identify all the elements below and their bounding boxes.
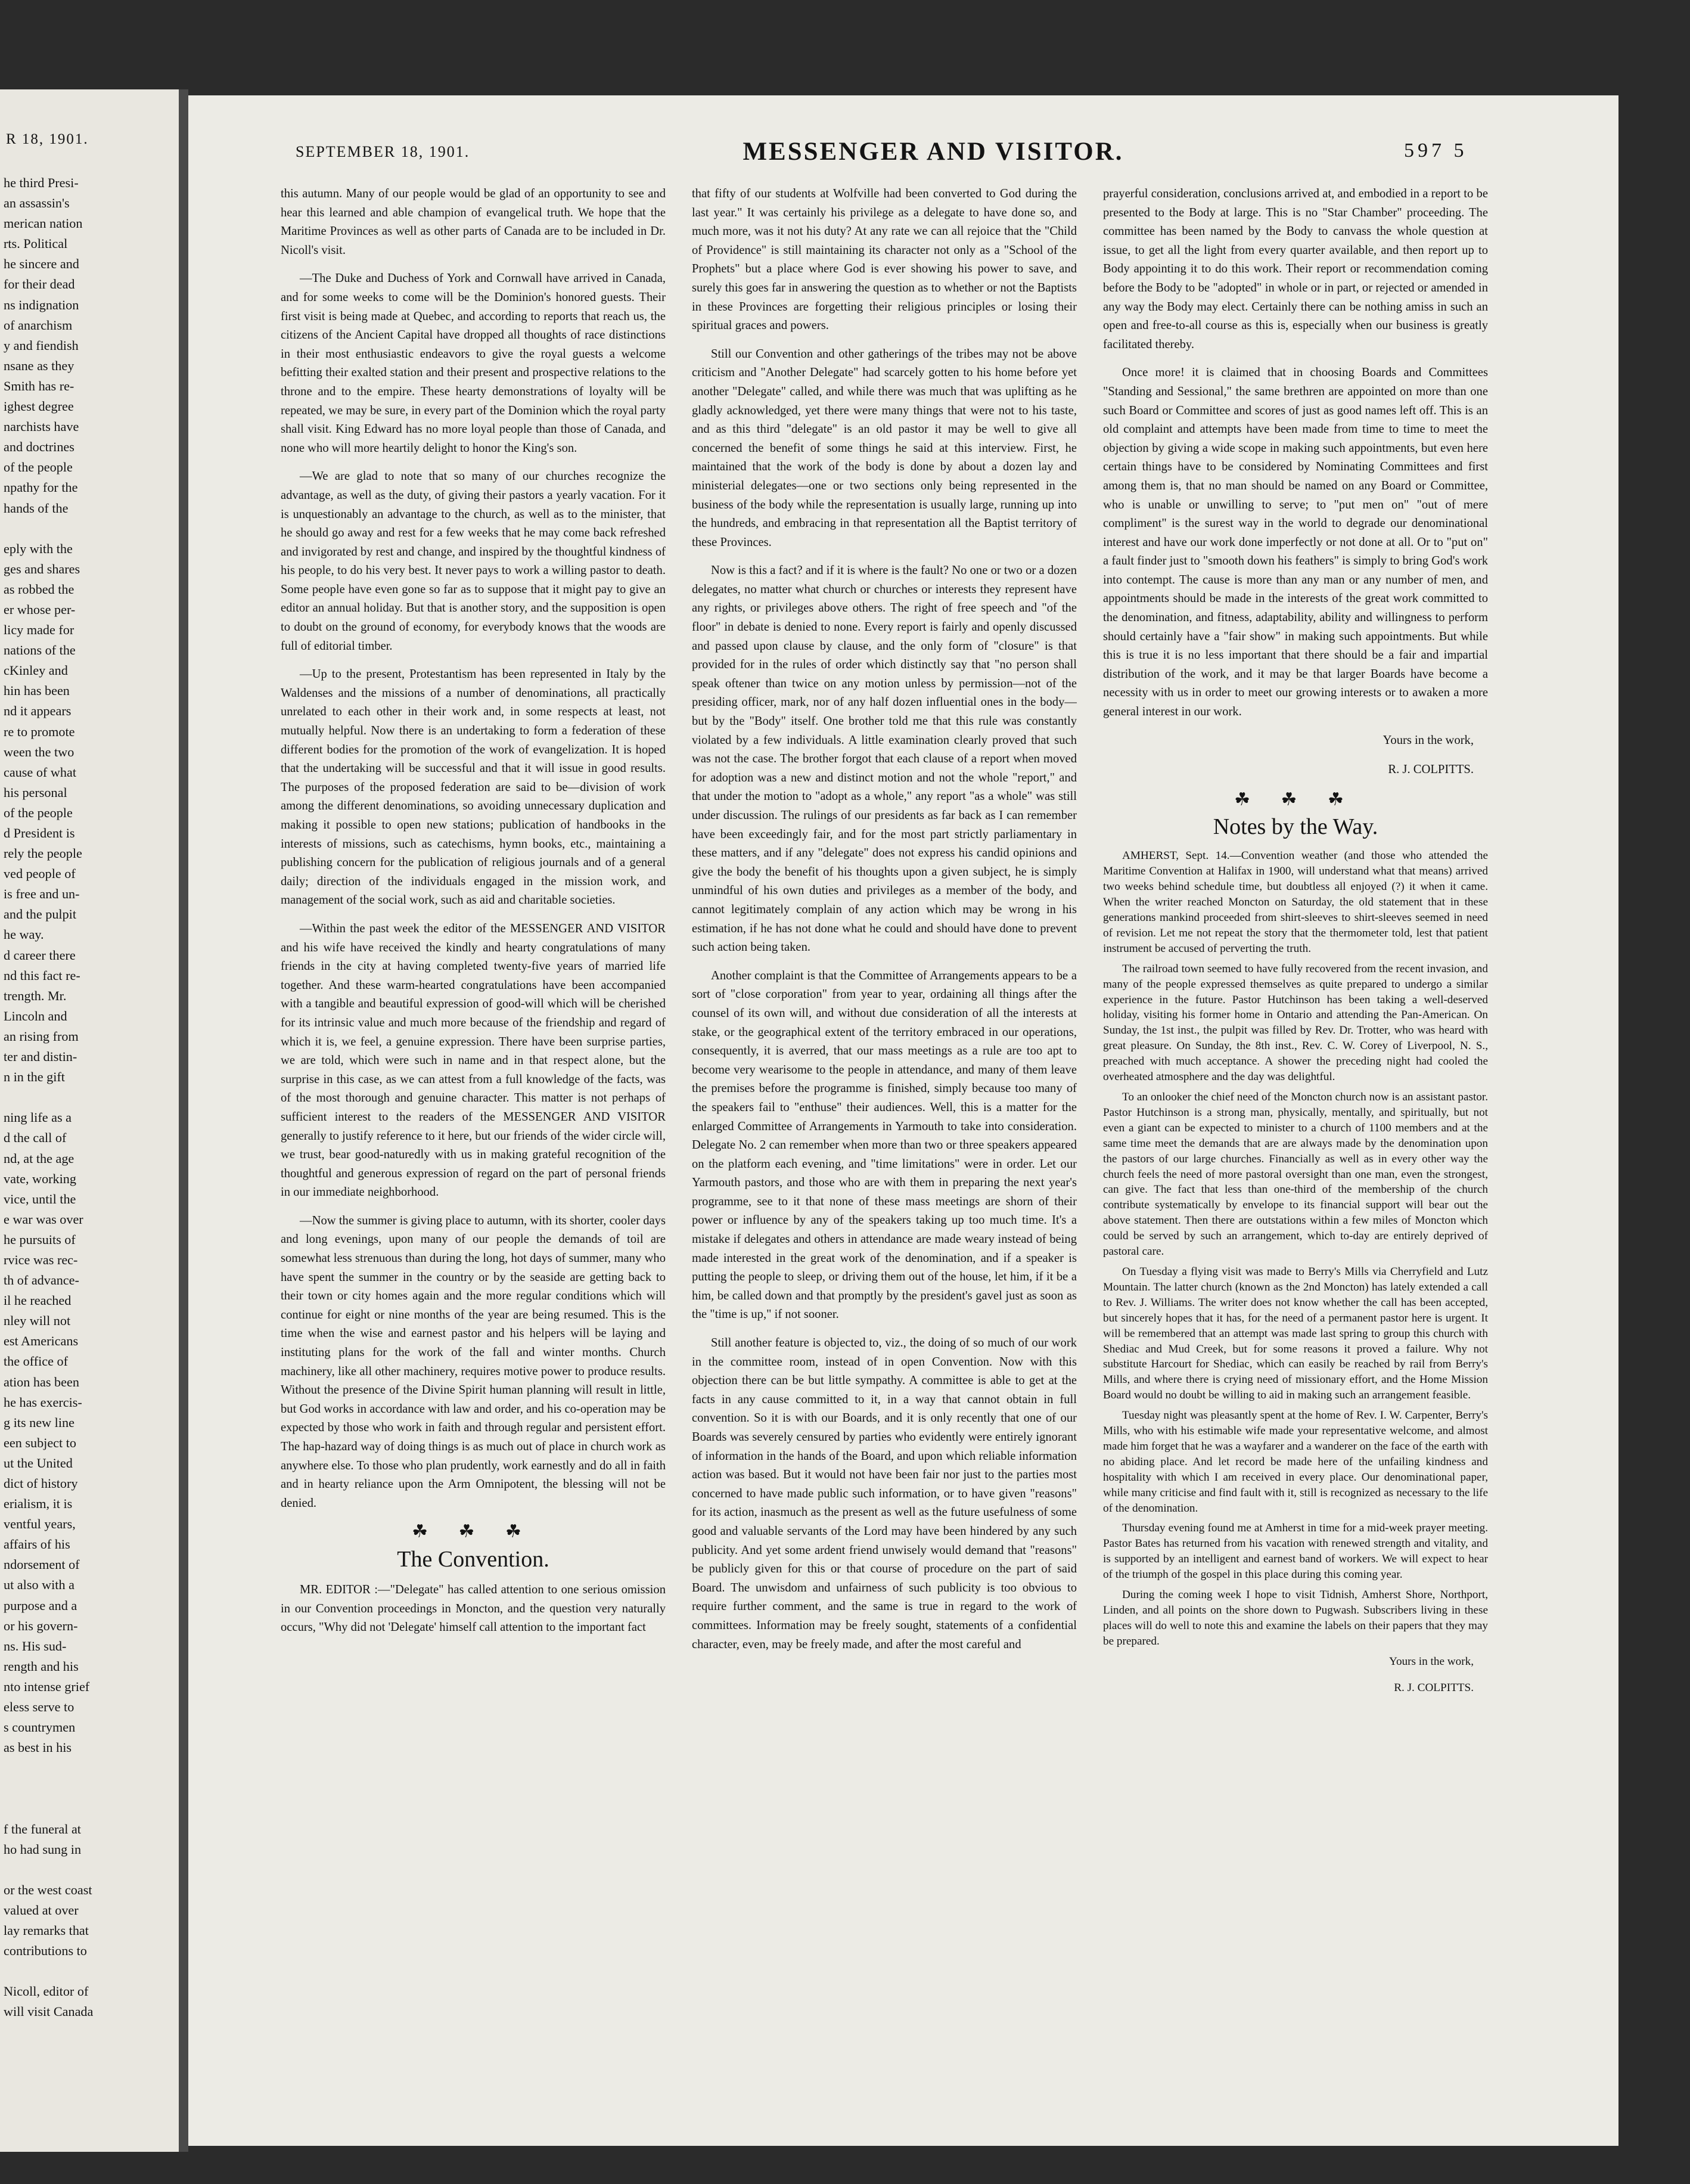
paragraph: Thursday evening found me at Amherst in time for a mid-week prayer meeting. Pastor Bates has returned from his vacation with renewed strength and vitality, and is supported by an intelligent and earnest band of workers. We will expect to hear of the triumph of the gospel in this place during this coming year.: [1103, 1522, 1488, 1581]
paragraph: —Now the summer is giving place to autumn, with its shorter, cooler days and long evenings, upon many of our people the demands of toil are somewhat less strenuous than during the long, hot days of summer, many who have spent the summer in the country or by the seaside are getting back to their town or city homes again and the more regular conditions which will continue for eight or nine months of the year are being resumed. This is the time when the wise and earnest pastor and his helpers will be laying and instituting plans for the work of the fall and winter months. Church machinery, like all other machinery, requires motive power to produce results. Without the presence of the Divine Spirit human planning will result in little, but God works in accordance with law and order, and his co-operation may be expected by those who work in faith and through regular and persistent effort. The hap-hazard way of doing things is as much out of place in church work as anywhere else. To those who plan prudently, work earnestly and do all in faith and in hearty reliance upon the Arm Omnipotent, the blessing will not be denied.: [281, 1214, 666, 1510]
paragraph: To an onlooker the chief need of the Moncton church now is an assistant pastor. Pastor Hutchinson is a strong man, physically, mentally, and spiritually, but not even a giant can be expected to minister to a church of 1100 members and at the same time meet the demands that are are always made by the denomination upon the pastors of our large churches. Financially as well as in every other way the church feels the need of more pastoral oversight than one man, even the strongest, can give. The fact that less than one-third of the membership of the church contribute systematically by envelope to its financial support will bear out the above statement. Then there are outstations within a few miles of Moncton which could be served by such an arrangement, which to-day are entirely deprived of pastoral care.: [1103, 1091, 1488, 1258]
paragraph: AMHERST, Sept. 14.—Convention weather (and those who attended the Maritime Convention at Halifax in 1900, will understand what that means) arrived two weeks behind schedule time, but doubtless all enjoyed (?) it when it came. When the writer reached Moncton on Saturday, the old statement that in these generations mankind proceeded from shirt-sleeves to shirt-sleeves seemed in need of revision. Let me not repeat the story that the thermometer told, lest that patient instrument be accused of perverting the truth.: [1103, 849, 1488, 955]
paragraph: that fifty of our students at Wolfville had been converted to God during the last year." It was certainly his privilege as a delegate to have done so, and much more, was it not his duty? At any rate we can all rejoice that the "Child of Providence" is still maintaining its character not only as a "School of the Prophets" but a place where God is ever showing his power to save, and surely this goes far in answering the question as to whether or not the Baptists in these Provinces are forgetting their religious principles or losing their spiritual graces and powers.: [692, 187, 1077, 333]
notes-signature: R. J. COLPITTS.: [1394, 1681, 1474, 1694]
article-heading: Notes by the Way.: [1213, 814, 1378, 840]
page-gutter: [179, 89, 188, 2152]
column-3: [1103, 185, 1488, 2122]
ornament-divider: ☘ ☘ ☘: [412, 1522, 535, 1542]
paragraph: —The Duke and Duchess of York and Cornwall have arrived in Canada, and for some weeks to come will be the Dominion's honored guests. Their first visit is being made at Quebec, and according to reports that reach us, the citizens of the Ancient Capital have dropped all thoughts of race distinctions in their most enthusiastic endeavors to give the royal guests a welcome befitting their exalted station and their present and prospective relations to the throne and to the empire. These hearty demonstrations of loyalty will be repeated, we may be sure, in every part of the Dominion which the royal party shall visit. King Edward has no more loyal people than those of Canada, and none who will more heartily delight to honor the King's son.: [281, 272, 666, 455]
paragraph: Now is this a fact? and if it is where is the fault? No one or two or a dozen delegates, no matter what church or churches or interests they represent have any rights, or privileges above others. The right of free speech and "of the floor" in debate is denied to none. Every report is fairly and openly discussed and passed upon clause by clause, and the only form of "closure" is that provided for in the rules of order which distinctly say that "no person shall speak oftener than twice on any motion unless by permission—not of the presiding officer, mark, nor of any half dozen influential ones in the body—but by the "Body" itself. One brother told me that this rule was constantly violated by a few individuals. A little examination clearly proved that such was not the case. The brother forgot that each clause of a report when moved for adoption was a new and distinct motion and not the whole "report," and that under the motion to "adopt as a whole," any report "as a whole" was still under discussion. The rulings of our presidents as far back as I can remember have been exceedingly fair, and for the most part strictly parliamentary in these matters, and if any "delegate" does not express his candid opinions and give the body the benefit of his thoughts upon a given subject, he is simply unmindful of his own duties and privileges as a member of the body, and cannot legitimately complain of any action which may be wrong in his estimation, if he has not done what he could and should have done to prevent such action being taken.: [692, 564, 1077, 954]
adjacent-page-date: R 18, 1901.: [6, 131, 89, 147]
ornament-divider: ☘ ☘ ☘: [1234, 789, 1357, 809]
article-heading: The Convention.: [397, 1546, 549, 1572]
letter-signature: R. J. COLPITTS.: [1388, 763, 1474, 777]
adjacent-page-fragment: [0, 89, 179, 2152]
notes-closing: Yours in the work,: [1389, 1655, 1474, 1668]
letter-closing: Yours in the work,: [1383, 733, 1474, 747]
paragraph: Another complaint is that the Committee of Arrangements appears to be a sort of "close corporation" from year to year, ordaining all things after the counsel of its own will, and without due consideration of all the interests at stake, or the geographical extent of the territory embraced in our operations, consequently, it is averred, that our mass meetings as a rule are too apt to become very wearisome to the people in attendance, and many of them leave the premises before the programme is finished, simply because too many of the speakers fail to "enthuse" their audiences. Well, this is a matter for the enlarged Committee of Arrangements in Yarmouth to take into consideration. Delegate No. 2 can remember when more than two or three speakers appeared on the platform each evening, and "time limitations" were in order. Let our Yarmouth pastors, and those who are with them in preparing the next year's programme, see to it that none of these mass meetings are shorn of their power or influence by any of the speakers taking up too much time. It's a mistake if delegates and others in attendance are made weary instead of being made interested in the great work of the denomination, and if a speaker is putting the people to sleep, or driving them out of the house, let him, if it be a him, be called down and that promptly by the president's gavel just as soon as the "time is up," if not sooner.: [692, 969, 1077, 1321]
paragraph: —Within the past week the editor of the MESSENGER AND VISITOR and his wife have received the kindly and hearty congratulations of many friends in the city at having completed twenty-five years of married life together. And these warm-hearted congratulations have been accompanied with a tangible and beautiful expression of good-will which will be cherished for its intrinsic value and much more because of the friendship and regard of which it is, we feel, a genuine expression. There have been surprise parties, we are told, which were such in name and in that respect alone, but the surprise in this case, as we can attest from a full knowledge of the facts, was of the most thorough and genuine character. This matter is not perhaps of sufficient interest to the readers of the MESSENGER AND VISITOR generally to justify reference to it here, but our friends of the wider circle will, we trust, bear good-naturedly with us in making grateful recognition of the thoughtful and generous expression of regard on the part of personal friends in our immediate neighborhood.: [281, 922, 666, 1199]
paragraph: Still our Convention and other gatherings of the tribes may not be above criticism and "Another Delegate" had scarcely gotten to his home before yet another "Delegate" called, and while there was much that was uplifting as he gladly acknowledged, yet there were many things that were not to his taste, and as this third "delegate" is an old pastor it may be well to give all concerned the benefit of some things he said at this interview. First, he maintained that the work of the body is done by about a dozen lay and ministerial delegates—one or two sections only being represented in the business of the body while the representation is usually large, running up into the hundreds, and embracing in that representation all the Baptist territory of these Provinces.: [692, 347, 1077, 549]
paragraph: Tuesday night was pleasantly spent at the home of Rev. I. W. Carpenter, Berry's Mills, who with his estimable wife made your representative welcome, and almost made him forget that he was a wayfarer and a wanderer on the face of the earth with no abiding place. And let record be made here of the unfailing kindness and hospitality with which I am received in every place. Our denominational paper, while many criticise and find fault with it, still is recognized as necessary to the life of the denomination.: [1103, 1409, 1488, 1515]
paragraph: Once more! it is claimed that in choosing Boards and Committees "Standing and Sessional," the same brethren are appointed on more than one such Board or Committee and scores of just as good names left off. This is an old complaint and attempts have been made from time to time to meet the objection by giving a wide scope in making such appointments, but even here certain things have to be considered by Nominating Committees and first among them is, that no man should be named on any Board or Committee, who is unable or unwilling to serve; to "put men on" "out of mere compliment" is the surest way in the world to degrade our denominational interest and have our work done imperfectly or not done at all. Or to "put on" a fault finder just to "smooth down his feathers" is simply to bring God's work into contempt. The cause is more than any man or any number of men, and appointments should be made in the interests of the great work committed to the denomination, and fitness, adaptability, ability and willingness to perform should certainly have a "fair show" in making such appointments. But while this is true it is no less important that there should be a fair and impartial distribution of the work, and it may be that larger Boards have become a necessity with us in order to meet our growing interests or to awaken a more general interest in our work.: [1103, 366, 1488, 719]
issue-date: SEPTEMBER 18, 1901.: [296, 143, 470, 160]
page-number: 597 5: [1404, 139, 1468, 162]
paragraph: Still another feature is objected to, viz., the doing of so much of our work in the committee room, instead of in open Convention. Now with this objection there can be but little sympathy. A committee is able to get at the facts in any cause committed to it, in a way that cannot obtain in full convention. So it is with our Boards, and it is only recently that one of our Boards was severely censured by parties who evidently were entirely ignorant of information in the hands of the Board, and upon which reliable information action was based. But it would not have been fair nor just to the parties most concerned to have made public such information, or to have given "reasons" for its action, inasmuch as the present as well as the future usefulness of some good and valuable servants of the Lord may have been hindered by any such publicity. And yet some ardent friend unwisely would demand that "reasons" be publicly given for this or that course of procedure on the part of said Board. The unwisdom and unfairness of such publicity is too obvious to require further comment, and the same is true in regard to the work of committees. Information may be freely sought, statements of a confidential character, even, may be freely made, and after the most careful and: [692, 1336, 1077, 1651]
newspaper-title: MESSENGER AND VISITOR.: [743, 138, 1124, 166]
newspaper-page: [188, 95, 1618, 2146]
paragraph: MR. EDITOR :—"Delegate" has called attention to one serious omission in our Convention proceedings in Moncton, and the question very naturally occurs, "Why did not 'Delegate' himself call attention to the important fact: [281, 1583, 666, 1634]
paragraph: prayerful consideration, conclusions arrived at, and embodied in a report to be presented to the Body at large. This is no "Star Chamber" proceeding. The committee has been named by the Body to canvass the whole question at issue, to get all the light from every quarter available, and then report up to Body appointing it to do this work. Their report or recommendation coming before the Body to be "adopted" in whole or in part, or rejected or amended in any way the Body may elect. Certainly there can be nothing amiss in such an open and free-to-all course as this is, especially when our business is greatly facilitated thereby.: [1103, 187, 1488, 351]
paragraph: this autumn. Many of our people would be glad of an opportunity to see and hear this learned and able champion of evangelical truth. We hope that the Maritime Provinces as well as other parts of Canada are to be included in Dr. Nicoll's visit.: [281, 187, 666, 257]
masthead: [188, 137, 1618, 173]
column-2: [692, 185, 1077, 2122]
column-1: [281, 185, 666, 2122]
paragraph: —Up to the present, Protestantism has been represented in Italy by the Waldenses and the missions of a number of denominations, all practically unrelated to each other in their work and, in some respects at least, not mutually helpful. Now there is an undertaking to form a federation of these different bodies for the promotion of the work of evangelization. It is hoped that the undertaking will be successful and that it will issue in good results. The purposes of the proposed federation are said to be—division of work among the different denominations, so avoiding unnecessary duplication and making it possible to open new stations; publication of handbooks in the interests of missions, such as catechisms, hymn books, etc., maintaining a publishing concern for the publication of religious journals and of a general daily; direction of the individuals engaged in the mission work, and management of the social work, such as aid and charitable societies.: [281, 668, 666, 907]
paragraph: During the coming week I hope to visit Tidnish, Amherst Shore, Northport, Linden, and all points on the shore down to Pugwash. Subscribers living in these places will do well to note this and examine the labels on their papers that they may be prepared.: [1103, 1589, 1488, 1648]
paragraph: On Tuesday a flying visit was made to Berry's Mills via Cherryfield and Lutz Mountain. The latter church (known as the 2nd Moncton) has lately extended a call to Rev. J. Williams. The writer does not know whether the call has been accepted, but sincerely hopes that it has, for the need of a permanent pastor here is urgent. It will be remembered that an attempt was made last spring to group this church with Shediac and Mud Creek, but for some reasons it proved a failure. Why not substitute Harcourt for Shediac, which can easily be reached by rail from Berry's Mills, and where there is crying need of missionary effort, and the Home Mission Board would no doubt be willing to aid in making such an arrangement feasible.: [1103, 1265, 1488, 1402]
notes-body: [1103, 848, 1488, 1695]
adjacent-page-text: he third Presi- an assassin's merican nation rts. Political he sincere and for their dead ns indignation of anarchism y and fiendish nsane as they Smith has re- ighest degree narchists have and doctrines of the people npathy for the hands of the eply with the ges and shares as robbed the er whose per- licy made for nations of the cKinley and hin has been nd it appears re to promote ween the two cause of what his personal of the people d President is rely the people ved people of is free and un- and the pulpit he way. d career there nd this fact re- trength. Mr. Lincoln and an rising from ter and distin- n in the gift ning life as a d the call of nd, at the age vate, working vice, until the e war was over he pursuits of rvice was rec- th of advance- il he reached nley will not est Americans the office of ation has been he has exercis- g its new line een subject to ut the United dict of history erialism, it is ventful years, affairs of his ndorsement of ut also with a purpose and a or his govern- ns. His sud- rength and his nto intense grief eless serve to s countrymen as best in his f the funeral at ho had sung in or the west coast valued at over lay remarks that contributions to Nicoll, editor of will visit Canada: [4, 175, 94, 2019]
paragraph: —We are glad to note that so many of our churches recognize the advantage, as well as the duty, of giving their pastors a yearly vacation. For it is unquestionably an advantage to the church, as well as to the minister, that he should go away and rest for a few weeks that he may come back refreshed and invigorated by rest and change, and inspired by the thoughtful kindness of his people, to do his very best. It never pays to work a willing pastor to death. Some people have even gone so far as to suppose that it might pay to give an editor an annual holiday. But that is another story, and the supposition is open to doubt on the ground of economy, for everybody knows that the woods are full of editorial timber.: [281, 470, 666, 653]
paragraph: The railroad town seemed to have fully recovered from the recent invasion, and many of the people expressed themselves as quite prepared to undergo a similar experience in the future. Pastor Hutchinson has been taking a well-deserved holiday, visiting his former home in Ontario and attending the Pan-American. On Sunday, the 1st inst., the pulpit was filled by Rev. Dr. Trotter, who was heard with great pleasure. On Sunday, the 8th inst., Rev. C. W. Corey of Liverpool, N. S., preached with much acceptance. A shower the preceding night had cooled the overheated atmosphere and the day was delightful.: [1103, 962, 1488, 1084]
